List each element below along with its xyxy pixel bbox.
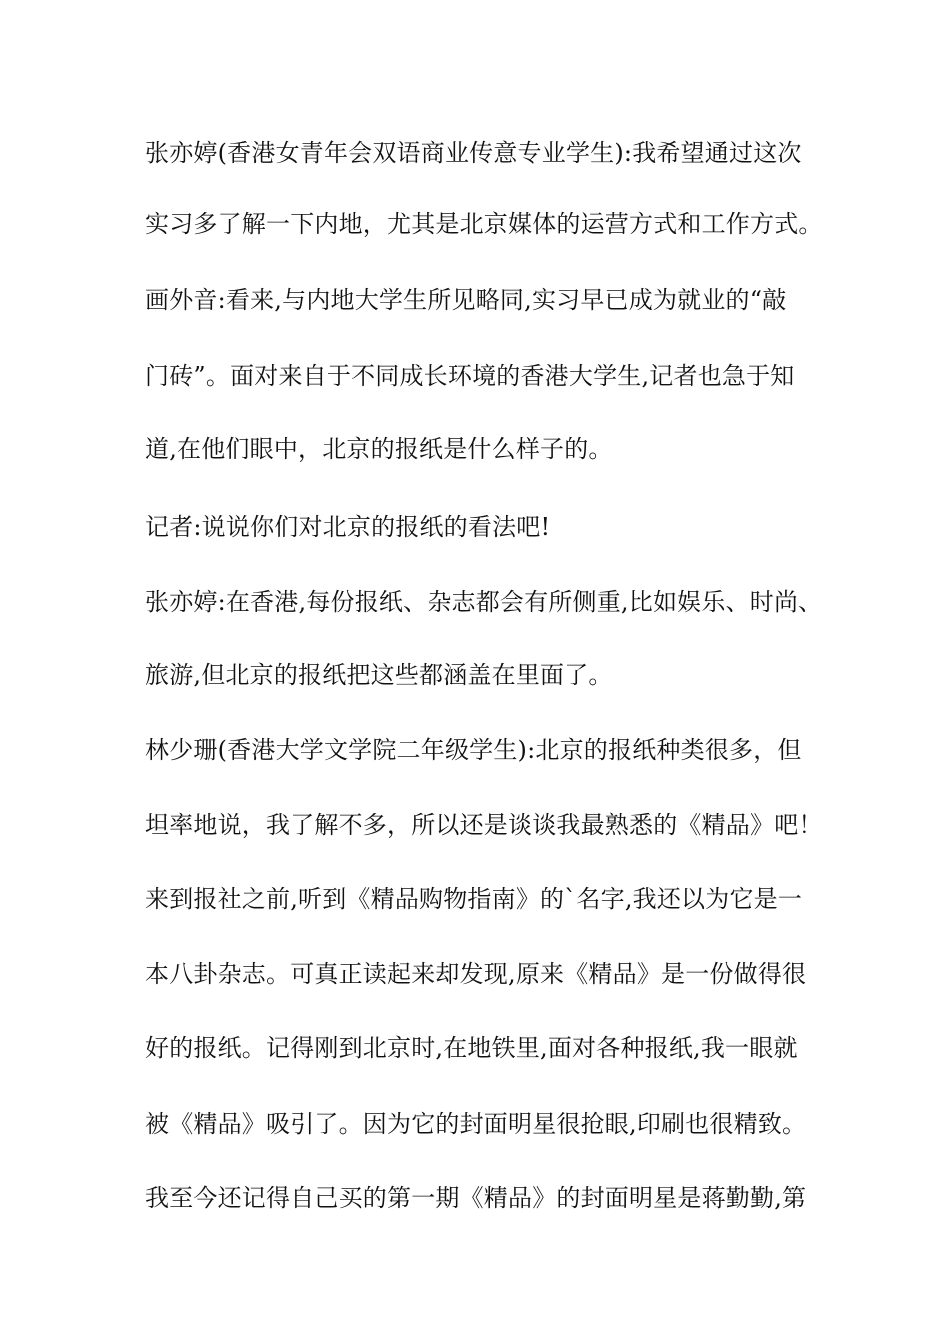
text-line: 被《精品》吸引了。因为它的封面明星很抢眼,印刷也很精致。: [145, 1110, 807, 1138]
text-line: 张亦婷(香港女青年会双语商业传意专业学生):我希望通过这次: [145, 139, 802, 167]
text-line: 旅游,但北京的报纸把这些都涵盖在里面了。: [145, 661, 613, 689]
text-line: 门砖”。面对来自于不同成长环境的香港大学生,记者也急于知: [145, 362, 795, 390]
text-line: 实习多了解一下内地，尤其是北京媒体的运营方式和工作方式。: [145, 210, 823, 238]
text-line: 好的报纸。记得刚到北京时,在地铁里,面对各种报纸,我一眼就: [145, 1034, 798, 1062]
text-line: 记者:说说你们对北京的报纸的看法吧!: [145, 513, 551, 541]
text-line: 张亦婷:在香港,每份报纸、杂志都会有所侧重,比如娱乐、时尚、: [145, 588, 823, 616]
text-line: 道,在他们眼中，北京的报纸是什么样子的。: [145, 435, 613, 463]
text-line: 画外音:看来,与内地大学生所见略同,实习早已成为就业的“敲: [145, 286, 787, 314]
text-line: 本八卦杂志。可真正读起来却发现,原来《精品》是一份做得很: [145, 960, 807, 988]
text-line: 坦率地说，我了解不多，所以还是谈谈我最熟悉的《精品》吧！: [145, 811, 823, 839]
text-line: 我至今还记得自己买的第一期《精品》的封面明星是蒋勤勤,第: [145, 1184, 807, 1212]
text-line: 林少珊(香港大学文学院二年级学生):北京的报纸种类很多，但: [145, 736, 802, 764]
text-line: 来到报社之前,听到《精品购物指南》的`名字,我还以为它是一: [145, 885, 803, 913]
